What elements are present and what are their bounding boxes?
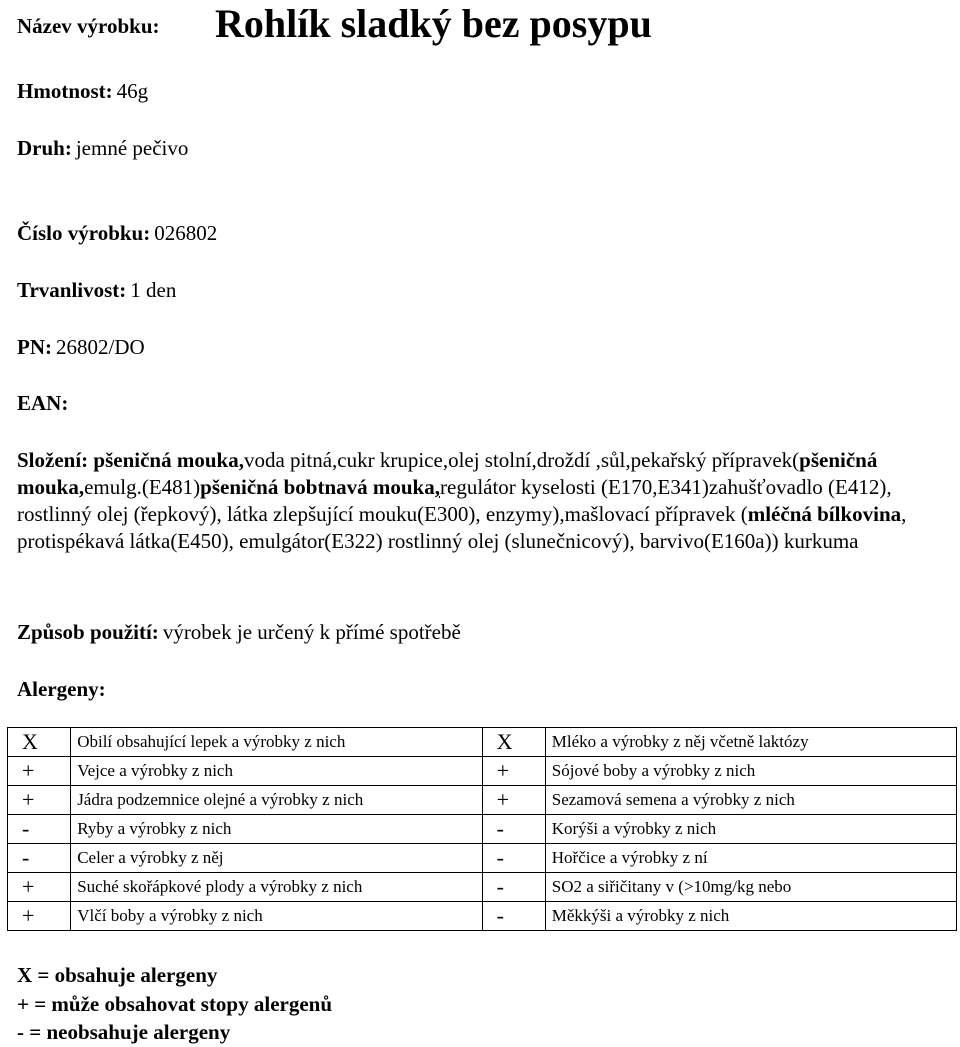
allergen-name-left: Obilí obsahující lepek a výrobky z nich: [71, 728, 482, 757]
field-product-number-value: 026802: [154, 221, 218, 245]
allergen-mark-right: -: [482, 815, 545, 844]
allergen-name-left: Ryby a výrobky z nich: [71, 815, 482, 844]
usage-value: výrobek je určený k přímé spotřebě: [162, 620, 461, 644]
allergen-mark-right: -: [482, 873, 545, 902]
allergen-name-right: Korýši a výrobky z nich: [545, 815, 956, 844]
allergen-name-left: Vejce a výrobky z nich: [71, 757, 482, 786]
allergen-mark-left: -: [8, 844, 71, 873]
field-pn-value: 26802/DO: [56, 335, 145, 359]
allergen-row: [8, 786, 957, 815]
allergen-mark-left: +: [8, 873, 71, 902]
allergen-mark-right: +: [482, 786, 545, 815]
allergen-mark-right: -: [482, 844, 545, 873]
composition-paragraph: [17, 447, 952, 555]
field-shelf-life-label: Trvanlivost:: [17, 278, 127, 302]
field-type-label: Druh:: [17, 136, 72, 160]
allergen-mark-left: +: [8, 757, 71, 786]
field-pn: [17, 335, 145, 360]
field-pn-label: PN:: [17, 335, 52, 359]
composition-label: Složení:: [17, 448, 89, 472]
field-ean: [17, 391, 68, 416]
usage-label: Způsob použití:: [17, 620, 159, 644]
allergen-row: [8, 757, 957, 786]
allergen-mark-left: +: [8, 902, 71, 931]
allergens-heading: Alergeny:: [17, 677, 106, 701]
field-shelf-life: [17, 278, 176, 303]
composition-segment: mléčná bílkovina: [747, 502, 902, 526]
allergen-name-right: Mléko a výrobky z něj včetně laktózy: [545, 728, 956, 757]
legend-not-contains: - = neobsahuje alergeny: [17, 1020, 231, 1044]
allergen-row: [8, 728, 957, 757]
product-name-value: Rohlík sladký bez posypu: [215, 1, 652, 46]
allergen-name-left: Vlčí boby a výrobky z nich: [71, 902, 482, 931]
allergen-mark-right: -: [482, 902, 545, 931]
field-ean-label: EAN:: [17, 391, 69, 415]
allergen-name-right: Sezamová semena a výrobky z nich: [545, 786, 956, 815]
legend-may-contain: + = může obsahovat stopy alergenů: [17, 992, 333, 1016]
allergen-mark-right: +: [482, 757, 545, 786]
composition-segment: voda pitná,cukr krupice,olej stolní,droždí ,sůl,pekařský přípravek(: [243, 448, 800, 472]
allergen-name-right: SO2 a siřičitany v (>10mg/kg nebo: [545, 873, 956, 902]
composition-segment: , protispékavá látka(E450), emulgátor(E322) rostlinný olej (slunečnicový), barvivo(E160a)) kurkuma: [17, 502, 907, 553]
allergen-name-left: Suché skořápkové plody a výrobky z nich: [71, 873, 482, 902]
field-weight: [17, 79, 148, 104]
legend-contains: X = obsahuje alergeny: [17, 963, 218, 987]
product-name-label: Název výrobku:: [17, 14, 160, 38]
field-shelf-life-value: 1 den: [130, 278, 177, 302]
composition-segment: pšeničná bobtnavá mouka: [200, 475, 435, 499]
allergen-name-right: Sójové boby a výrobky z nich: [545, 757, 956, 786]
allergen-mark-left: +: [8, 786, 71, 815]
allergen-name-left: Jádra podzemnice olejné a výrobky z nich: [71, 786, 482, 815]
allergen-name-left: Celer a výrobky z něj: [71, 844, 482, 873]
composition-text: [17, 448, 906, 553]
composition-segment: pšeničná mouka,: [93, 448, 244, 472]
composition-segment: emulg.(E481): [84, 475, 201, 499]
composition-segment: ,: [434, 475, 440, 499]
allergen-row: [8, 902, 957, 931]
usage: [17, 620, 461, 645]
composition-segment: pšeničná mouka,: [17, 448, 878, 499]
field-product-number: [17, 221, 217, 246]
field-type-value: jemné pečivo: [75, 136, 189, 160]
field-weight-label: Hmotnost:: [17, 79, 113, 103]
allergen-row: [8, 873, 957, 902]
allergen-row: [8, 844, 957, 873]
allergens-table: [7, 727, 957, 931]
field-product-number-label: Číslo výrobku:: [17, 221, 151, 245]
field-weight-value: 46g: [116, 79, 149, 103]
allergen-name-right: Hořčice a výrobky z ní: [545, 844, 956, 873]
field-type: [17, 136, 188, 161]
allergen-row: [8, 815, 957, 844]
allergen-mark-right: X: [482, 728, 545, 757]
allergen-mark-left: -: [8, 815, 71, 844]
composition-segment: regulátor kyselosti (E170,E341)zahušťovadlo (E412), rostlinný olej (řepkový), látka zlepšující mouku(E300), enzymy),mašlovací přípravek (: [17, 475, 892, 526]
allergen-name-right: Měkkýši a výrobky z nich: [545, 902, 956, 931]
allergen-mark-left: X: [8, 728, 71, 757]
